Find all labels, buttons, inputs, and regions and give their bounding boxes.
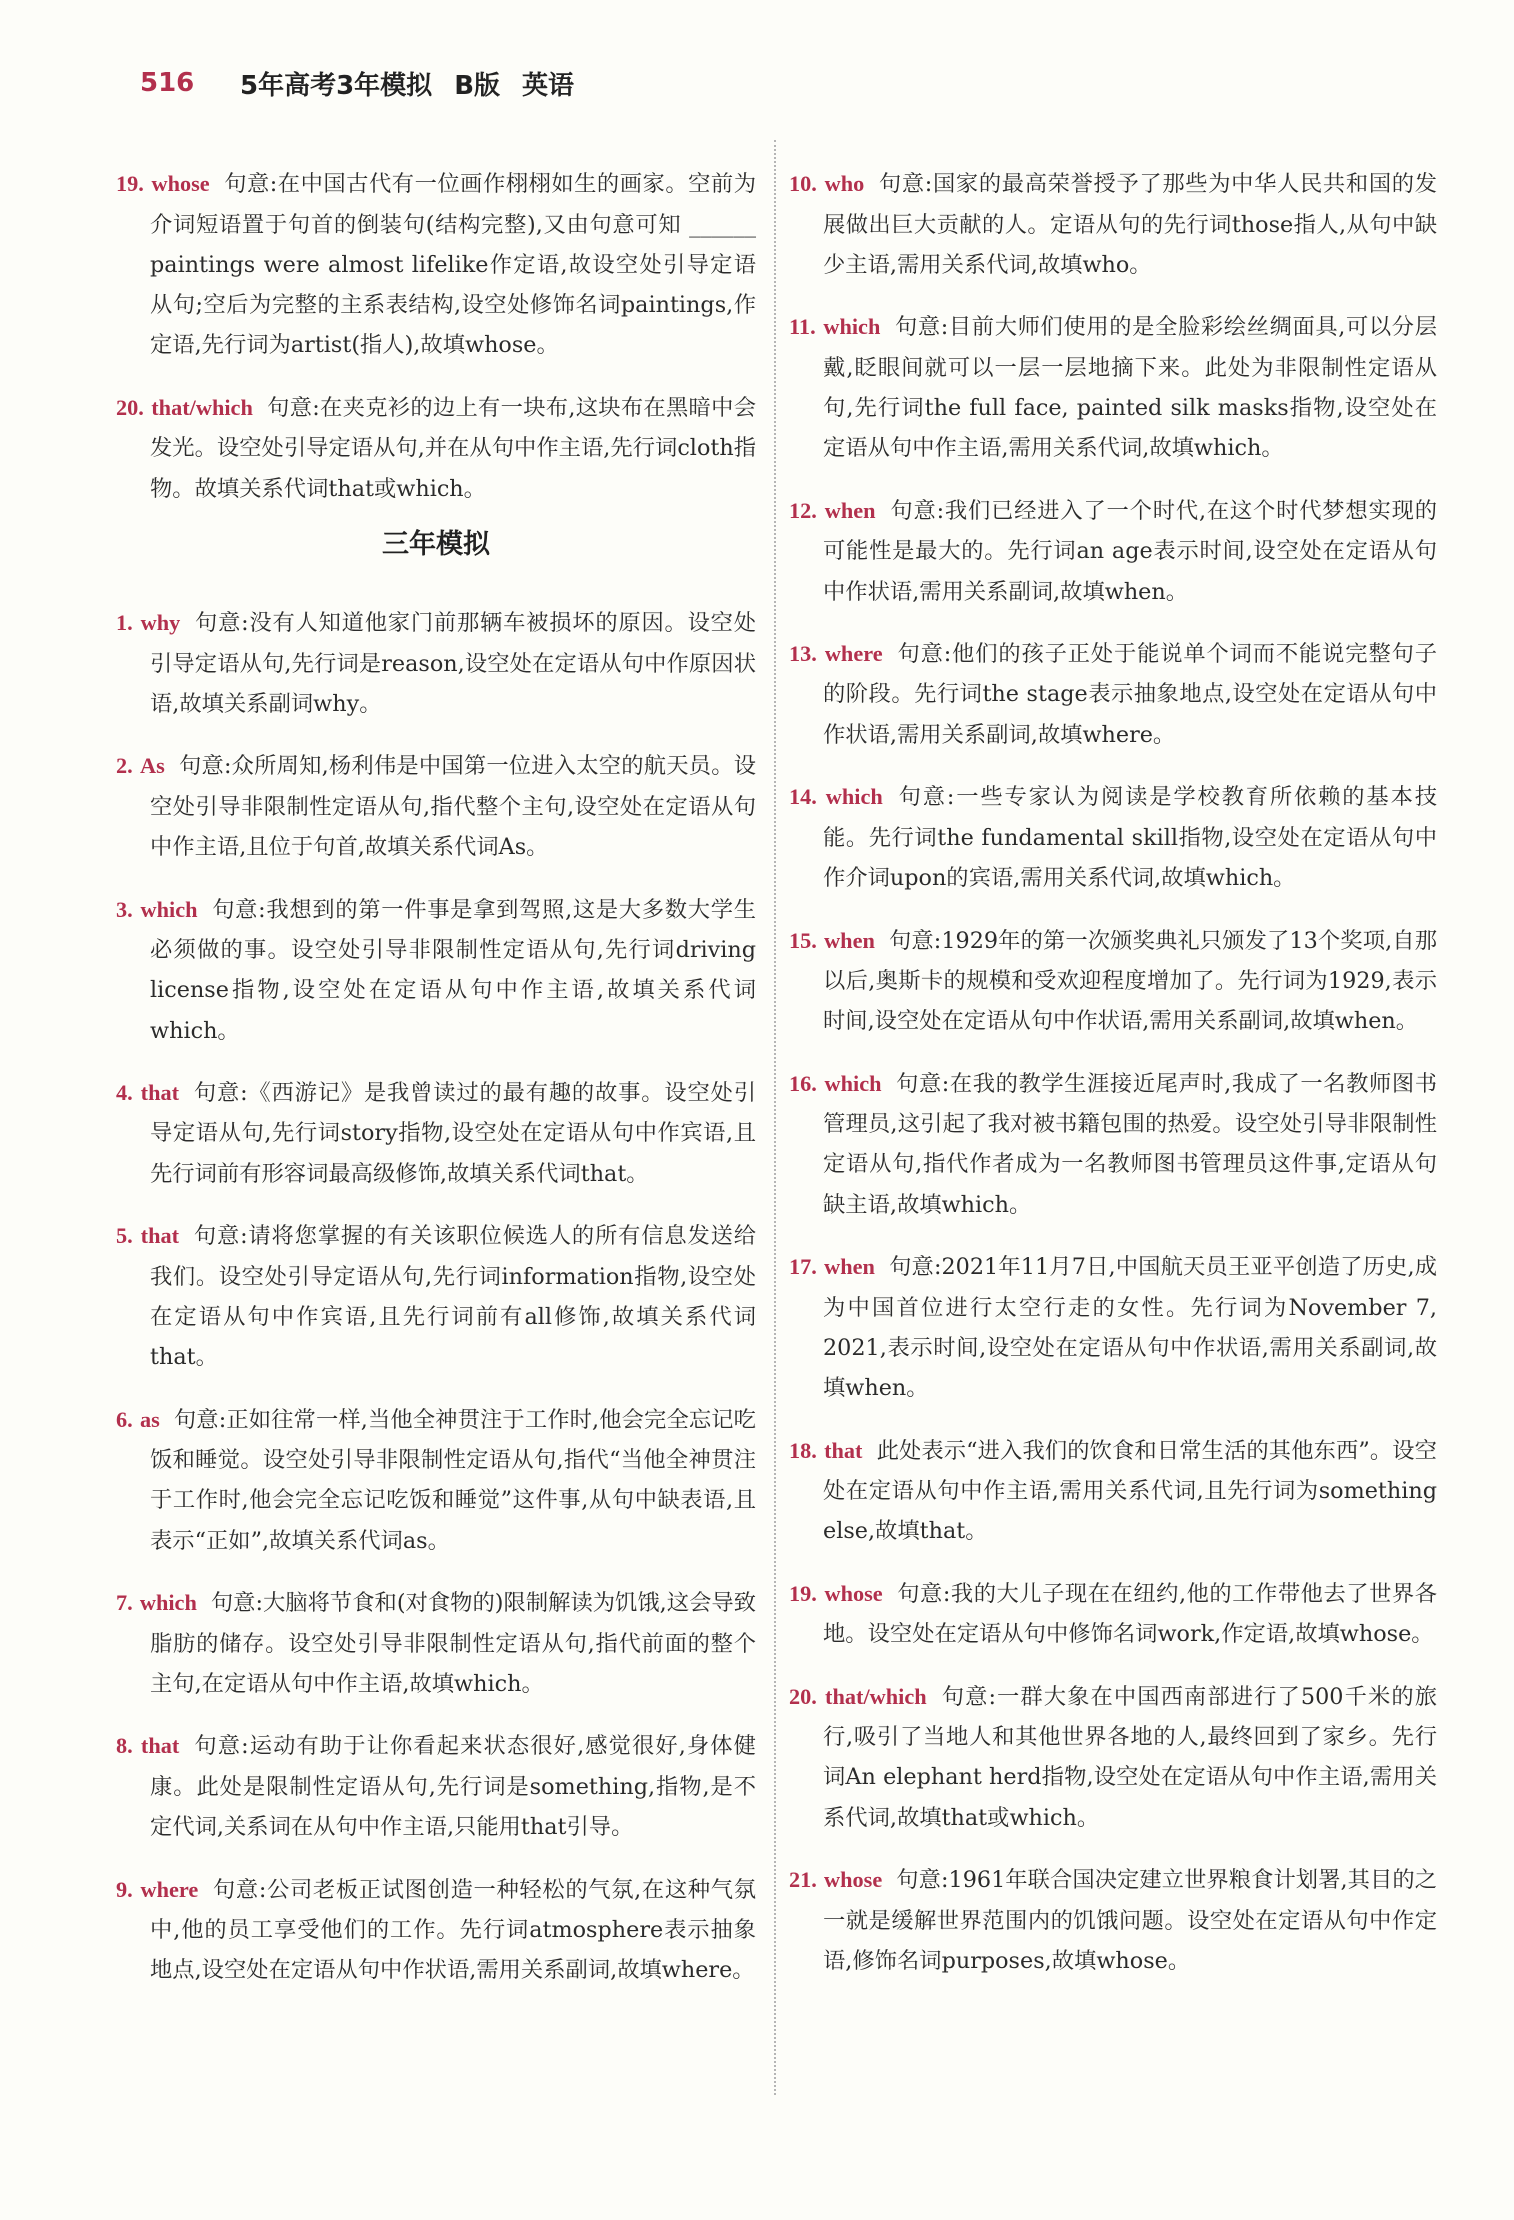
- left-entries-bottom: [116, 603, 756, 1990]
- column-divider: [774, 140, 776, 2095]
- answer-word: whose: [824, 1580, 883, 1606]
- question-number: 19.: [116, 171, 144, 197]
- question-number: 5.: [116, 1223, 133, 1249]
- explanation-text: 句意:我的大儿子现在在纽约,他的工作带他去了世界各地。设空处在定语从句中修饰名词work,作定语,故填whose。: [823, 1580, 1437, 1648]
- question-number: 20.: [789, 1683, 817, 1709]
- explanation-text: 句意:我们已经进入了一个时代,在这个时代梦想实现的可能性是最大的。先行词an age表示时间,设空处在定语从句中作状语,需用关系副词,故填when。: [823, 497, 1437, 605]
- answer-entry: [789, 777, 1437, 898]
- explanation-text: 句意:我想到的第一件事是拿到驾照,这是大多数大学生必须做的事。设空处引导非限制性定语从句,先行词driving license指物,设空处在定语从句中作主语,故填关系代词which。: [150, 896, 756, 1044]
- edition-label: B版: [454, 70, 501, 101]
- question-number: 2.: [116, 753, 133, 779]
- answer-word: that: [140, 1223, 180, 1249]
- answer-entry: [789, 307, 1437, 468]
- question-number: 8.: [116, 1733, 133, 1759]
- answer-word: which: [139, 1590, 197, 1616]
- section-title: 三年模拟: [382, 528, 490, 560]
- answer-word: that/which: [151, 395, 253, 421]
- explanation-text: 句意:在我的教学生涯接近尾声时,我成了一名教师图书管理员,这引起了我对被书籍包围的热爱。设空处引导非限制性定语从句,指代作者成为一名教师图书管理员这件事,定语从句缺主语,故填which。: [823, 1070, 1437, 1218]
- explanation-text: 句意:2021年11月7日,中国航天员王亚平创造了历史,成为中国首位进行太空行走的女性。先行词为November 7, 2021,表示时间,设空处在定语从句中作状语,需用关系副词,故填when。: [823, 1254, 1437, 1402]
- answer-word: whose: [824, 1867, 883, 1893]
- answer-entry: [789, 164, 1437, 285]
- explanation-text: 句意:在夹克衫的边上有一块布,这块布在黑暗中会发光。设空处引导定语从句,并在从句中作主语,先行词cloth指物。故填关系代词that或which。: [150, 395, 756, 502]
- explanation-text: 句意:没有人知道他家门前那辆车被损坏的原因。设空处引导定语从句,先行词是reason,设空处在定语从句中作原因状语,故填关系副词why。: [150, 610, 756, 717]
- answer-word: why: [140, 610, 181, 636]
- answer-word: that: [140, 1733, 180, 1759]
- answer-entry: [116, 746, 756, 867]
- answer-entry: [789, 1431, 1437, 1552]
- answer-word: that: [140, 1080, 180, 1106]
- explanation-text: 句意:他们的孩子正处于能说单个词而不能说完整句子的阶段。先行词the stage表示抽象地点,设空处在定语从句中作状语,需用关系副词,故填where。: [823, 641, 1438, 748]
- answer-word: whose: [151, 171, 210, 197]
- answer-entry: [116, 164, 756, 365]
- explanation-text: 句意:正如往常一样,当他全神贯注于工作时,他会完全忘记吃饭和睡觉。设空处引导非限制性定语从句,指代“当他全神贯注于工作时,他会完全忘记吃饭和睡觉”这件事,从句中缺表语,且表示“正如”,故填关系代词as。: [150, 1406, 756, 1554]
- answer-word: that/which: [825, 1683, 927, 1709]
- question-number: 7.: [116, 1590, 133, 1616]
- question-number: 18.: [789, 1437, 817, 1463]
- explanation-text: 句意:公司老板正试图创造一种轻松的气氛,在这种气氛中,他的员工享受他们的工作。先行词atmosphere表示抽象地点,设空处在定语从句中作状语,需用关系副词,故填where。: [150, 1876, 756, 1984]
- answer-word: where: [140, 1876, 199, 1902]
- question-number: 19.: [789, 1580, 817, 1606]
- answer-word: as: [139, 1406, 160, 1432]
- book-title: 5年高考3年模拟: [240, 70, 433, 101]
- answer-word: that: [824, 1437, 863, 1463]
- explanation-text: 句意:运动有助于让你看起来状态很好,感觉很好,身体健康。此处是限制性定语从句,先行词是something,指物,是不定代词,关系词在从句中作主语,只能用that引导。: [150, 1733, 756, 1841]
- question-number: 16.: [789, 1070, 817, 1096]
- answer-word: As: [140, 753, 165, 779]
- answer-entry: [116, 1870, 756, 1991]
- question-number: 6.: [116, 1406, 133, 1432]
- explanation-text: 句意:一些专家认为阅读是学校教育所依赖的基本技能。先行词the fundamental skill指物,设空处在定语从句中作介词upon的宾语,需用关系代词,故填which。: [823, 784, 1437, 891]
- question-number: 21.: [789, 1867, 817, 1893]
- answer-entry: [116, 388, 756, 509]
- right-column: [789, 142, 1437, 1981]
- question-number: 14.: [789, 784, 817, 810]
- answer-word: when: [824, 1254, 875, 1280]
- answer-entry: [789, 1574, 1437, 1655]
- question-number: 10.: [789, 171, 817, 197]
- answer-entry: [789, 634, 1437, 755]
- answer-word: when: [824, 927, 875, 953]
- answer-entry: [789, 1677, 1437, 1838]
- explanation-text: 句意:众所周知,杨利伟是中国第一位进入太空的航天员。设空处引导非限制性定语从句,指代整个主句,设空处在定语从句中作主语,且位于句首,故填关系代词As。: [150, 753, 756, 861]
- answer-entry: [116, 890, 756, 1051]
- question-number: 15.: [789, 927, 817, 953]
- answer-entry: [116, 1216, 756, 1377]
- explanation-text: 句意:一群大象在中国西南部进行了500千米的旅行,吸引了当地人和其他世界各地的人,最终回到了家乡。先行词An elephant herd指物,设空处在定语从句中作主语,需用关系代词,故填that或which。: [823, 1683, 1437, 1831]
- explanation-text: 句意:1961年联合国决定建立世界粮食计划署,其目的之一就是缓解世界范围内的饥饿问题。设空处在定语从句中作定语,修饰名词purposes,故填whose。: [823, 1867, 1437, 1974]
- answer-entry: [116, 1583, 756, 1704]
- answer-entry: [789, 921, 1437, 1042]
- explanation-text: 此处表示“进入我们的饮食和日常生活的其他东西”。设空处在定语从句中作主语,需用关系代词,且先行词为something else,故填that。: [823, 1437, 1437, 1545]
- answer-entry: [789, 1064, 1437, 1225]
- answer-entry: [116, 1726, 756, 1847]
- page-number: 516: [140, 68, 195, 98]
- question-number: 12.: [789, 497, 817, 523]
- answer-word: when: [824, 497, 876, 523]
- left-column: [116, 142, 756, 1991]
- answer-entry: [116, 1400, 756, 1561]
- explanation-text: 句意:国家的最高荣誉授予了那些为中华人民共和国的发展做出巨大贡献的人。定语从句的先行词those指人,从句中缺少主语,需用关系代词,故填who。: [823, 171, 1437, 278]
- page-header: [140, 58, 1390, 108]
- answer-word: where: [824, 641, 883, 667]
- question-number: 17.: [789, 1254, 817, 1280]
- explanation-text: 句意:在中国古代有一位画作栩栩如生的画家。空前为介词短语置于句首的倒装句(结构完整),又由句意可知 ______ paintings were almost lifelike作定语,故设空处引导定语从句;空后为完整的主系表结构,设空处修饰名词paintings,作定语,先行词为artist(指人),故填whose。: [150, 171, 756, 359]
- question-number: 13.: [789, 641, 817, 667]
- answer-entry: [789, 491, 1437, 612]
- answer-word: which: [140, 896, 198, 922]
- answer-word: which: [824, 1070, 882, 1096]
- left-entries-top: [116, 164, 756, 509]
- explanation-text: 句意:大脑将节食和(对食物的)限制解读为饥饿,这会导致脂肪的储存。设空处引导非限制性定语从句,指代前面的整个主句,在定语从句中作主语,故填which。: [150, 1590, 757, 1697]
- question-number: 11.: [789, 314, 816, 340]
- answer-word: who: [824, 171, 865, 197]
- explanation-text: 句意:目前大师们使用的是全脸彩绘丝绸面具,可以分层戴,眨眼间就可以一层一层地摘下来。此处为非限制性定语从句,先行词the full face, painted silk masks指物,设空处在定语从句中作主语,需用关系代词,故填which。: [823, 314, 1437, 462]
- right-entries: [789, 164, 1437, 1981]
- answer-word: which: [823, 314, 881, 340]
- answer-entry: [116, 603, 756, 724]
- explanation-text: 句意:请将您掌握的有关该职位候选人的所有信息发送给我们。设空处引导定语从句,先行词information指物,设空处在定语从句中作宾语,且先行词前有all修饰,故填关系代词that。: [150, 1223, 756, 1371]
- explanation-text: 句意:1929年的第一次颁奖典礼只颁发了13个奖项,自那以后,奥斯卡的规模和受欢迎程度增加了。先行词为1929,表示时间,设空处在定语从句中作状语,需用关系副词,故填when。: [823, 927, 1437, 1035]
- answer-entry: [789, 1860, 1437, 1981]
- question-number: 20.: [116, 395, 144, 421]
- answer-entry: [116, 1073, 756, 1194]
- answer-word: which: [825, 784, 883, 810]
- question-number: 1.: [116, 610, 133, 636]
- question-number: 9.: [116, 1876, 133, 1902]
- question-number: 4.: [116, 1080, 133, 1106]
- explanation-text: 句意:《西游记》是我曾读过的最有趣的故事。设空处引导定语从句,先行词story指物,设空处在定语从句中作宾语,且先行词前有形容词最高级修饰,故填关系代词that。: [150, 1080, 756, 1187]
- question-number: 3.: [116, 896, 133, 922]
- answer-entry: [789, 1247, 1437, 1408]
- subject-label: 英语: [522, 70, 575, 101]
